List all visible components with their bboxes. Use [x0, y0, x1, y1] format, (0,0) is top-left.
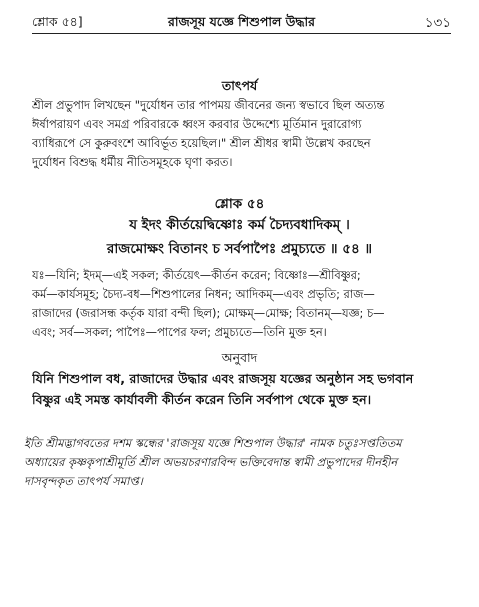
synonyms-line: রাজাদের (জরাসন্ধ কর্তৃক যারা বন্দী ছিল); মোক্ষম্—মোক্ষ; বিতানম্—যজ্ঞ; চ— [32, 306, 385, 320]
synonyms-line: যঃ—যিনি; ইদম্—এই সকল; কীর্তয়েৎ—কীর্তন করেন; বিষ্ণোঃ—শ্রীবিষ্ণুর; [32, 268, 361, 282]
header-rule [32, 33, 451, 34]
purport-paragraph [32, 96, 451, 172]
colophon-line: ইতি শ্রীমদ্ভাগবতের দশম স্কন্ধের 'রাজসূয় যজ্ঞে শিশুপাল উদ্ধার' নামক চতুঃসপ্ততিতম [24, 436, 402, 450]
synonyms-paragraph [32, 266, 451, 342]
translation-line: বিষ্ণুর এই সমস্ত কার্যাবলী কীর্তন করেন তিনি সর্বপাপ থেকে মুক্ত হন। [32, 392, 372, 407]
purport-line: ঈর্ষাপরায়ণ এবং সমগ্র পরিবারকে ধ্বংস করবার উদ্দেশ্যে মূর্তিমান দুরারোগ্য [32, 117, 362, 131]
purport-heading: তাৎপর্য [221, 78, 258, 93]
purport-line: ব্যাধিরূপে সে কুরুবংশে আবির্ভূত হয়েছিল।" শ্রীল শ্রীধর স্বামী উল্লেখ করছেন [32, 136, 371, 150]
verse-line-1: য ইদং কীর্তয়েদ্বিষ্ণোঃ কর্ম চৈদ্যবধাদিকম্ । [129, 217, 350, 233]
chapter-colophon [24, 434, 451, 491]
translation-line: যিনি শিশুপাল বধ, রাজাদের উদ্ধার এবং রাজসূয় যজ্ঞের অনুষ্ঠান সহ ভগবান [32, 371, 414, 386]
header-verse-ref: শ্লোক ৫৪] [32, 14, 83, 29]
colophon-line: অধ্যায়ের কৃষ্ণকৃপাশ্রীমূর্তি শ্রীল অভয়চরণারবিন্দ ভক্তিবেদান্ত স্বামী প্রভুপাদের দীনহীন [24, 455, 398, 469]
verse-heading: শ্লোক ৫৪ [214, 196, 265, 212]
translation-heading: অনুবাদ [221, 350, 258, 365]
purport-line: দুর্যোধন বিশুদ্ধ ধর্মীয় নীতিসমূহকে ঘৃণা করত। [32, 155, 233, 169]
synonyms-line: কর্ম—কার্যসমূহ; চৈদ্য-বধ—শিশুপালের নিধন; আদিকম্—এবং প্রভৃতি; রাজ— [32, 287, 375, 301]
page-number: ১৩১ [424, 15, 451, 31]
verse-line-2: রাজমোক্ষং বিতানং চ সর্বপাপৈঃ প্রমুচ্যতে ॥ ৫৪ ॥ [106, 241, 373, 257]
translation-paragraph [32, 368, 451, 410]
running-header [32, 12, 451, 34]
purport-line: শ্রীল প্রভুপাদ লিখছেন "দুর্যোধন তার পাপময় জীবনের জন্য স্বভাবে ছিল অত্যন্ত [32, 98, 385, 112]
header-chapter-title: রাজসূয় যজ্ঞে শিশুপাল উদ্ধার [167, 14, 316, 29]
synonyms-line: এবং; সর্ব—সকল; পাপৈঃ—পাপের ফল; প্রমুচ্যতে—তিনি মুক্ত হন। [32, 325, 327, 339]
colophon-line: দাসবৃন্দকৃত তাৎপর্য সমাপ্ত। [24, 474, 143, 488]
